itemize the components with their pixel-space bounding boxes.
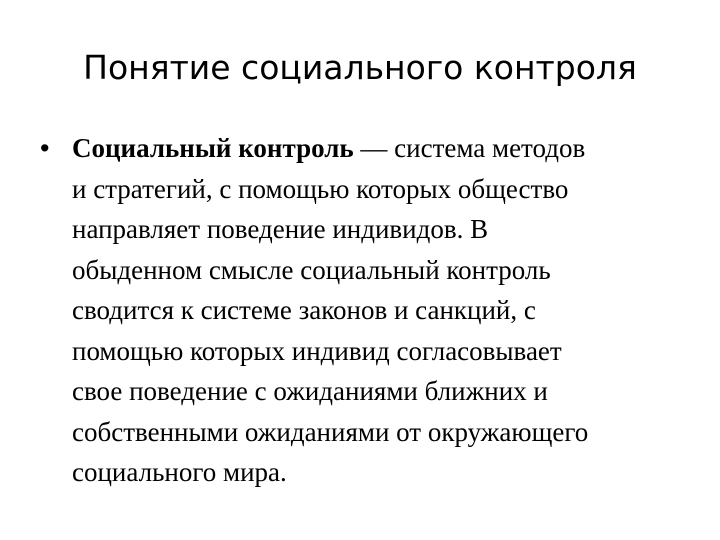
text-line-1	[72, 128, 700, 169]
text-line-4: обыденном смысле социальный контроль	[72, 254, 551, 285]
text-line-9: социального мира.	[72, 457, 287, 487]
term-bold: Социальный контроль	[72, 133, 354, 163]
text-line-8: собственными ожиданиями от окружающего	[72, 416, 589, 447]
bullet-icon: •	[40, 133, 50, 163]
slide-title: Понятие социального контроля	[83, 48, 637, 87]
text-line-5: сводится к системе законов и санкций, с	[72, 295, 536, 325]
text-line-3: направляет поведение индивидов. В	[72, 214, 489, 244]
text-line-6: помощью которых индивид согласовывает	[72, 335, 562, 366]
text-line-2: и стратегий, с помощью которых общество	[72, 173, 569, 204]
bullet-item	[40, 128, 700, 493]
slide-body	[40, 128, 700, 493]
definition-start: — система методов	[353, 133, 586, 163]
text-line-7: свое поведение с ожиданиями ближних и	[72, 376, 548, 406]
